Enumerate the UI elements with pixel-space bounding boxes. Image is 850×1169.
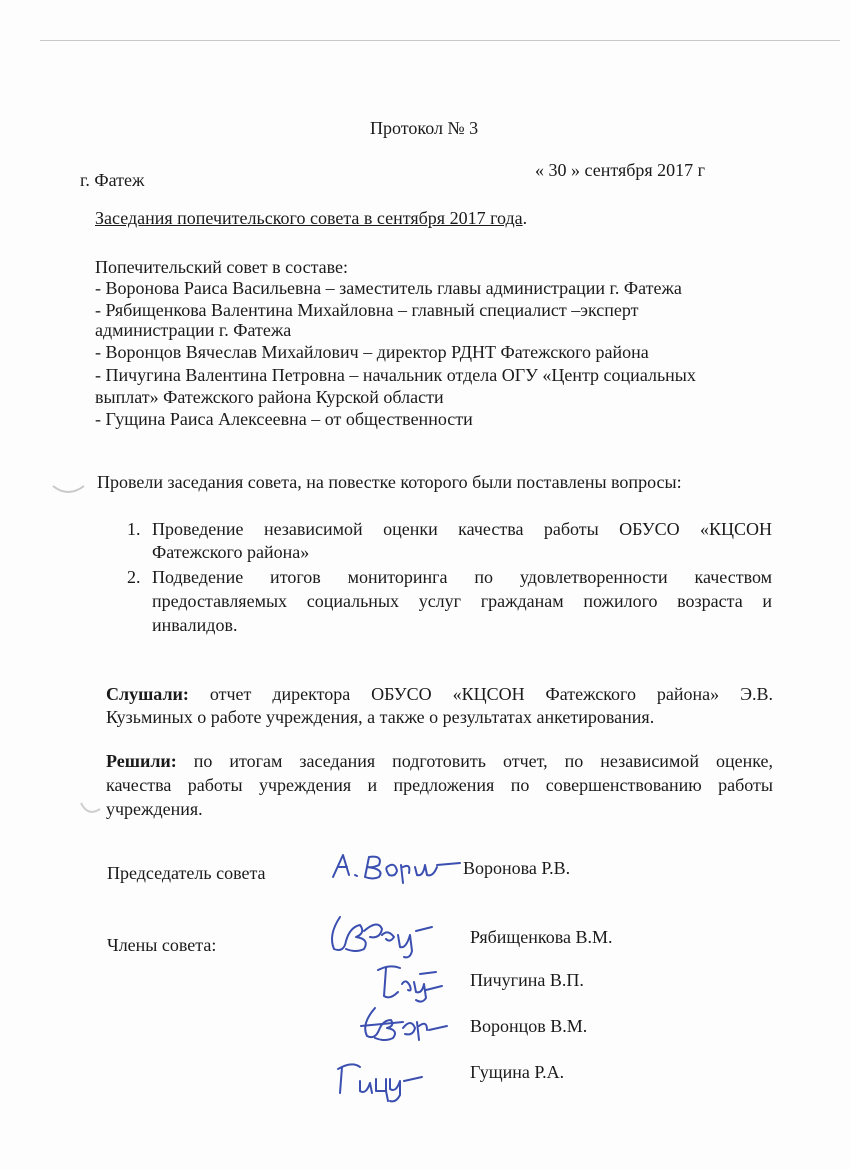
agenda-item-line: Подведение итогов мониторинга по удовлетворенности качеством: [152, 567, 772, 587]
member-line: - Рябищенкова Валентина Михайловна – главный специалист –эксперт: [95, 300, 639, 320]
punch-hole-mark: [50, 470, 90, 500]
chairman-name: Воронова Р.В.: [463, 858, 571, 878]
member-line: выплат» Фатежского района Курской области: [95, 387, 444, 407]
chairman-signature: [325, 845, 465, 890]
decided-text: по итогам заседания подготовить отчет, по независимой оценке,: [176, 751, 773, 771]
decided-label: Решили:: [106, 751, 177, 771]
signer-name: Рябищенкова В.М.: [470, 927, 613, 947]
member-signature: [330, 1055, 430, 1105]
chairman-label: Председатель совета: [107, 863, 266, 883]
agenda-item-line: инвалидов.: [152, 615, 238, 635]
member-signature: [320, 905, 440, 960]
members-label: Члены совета:: [107, 935, 217, 955]
meeting-subject-end: .: [522, 208, 528, 228]
punch-hole-mark: [78, 795, 104, 825]
meeting-subject: [95, 208, 527, 228]
heard-line: [106, 683, 773, 706]
scan-edge-line: [40, 40, 840, 41]
member-line: администрации г. Фатежа: [95, 320, 292, 340]
decided-line: [106, 750, 773, 773]
agenda-number: 1.: [127, 519, 141, 539]
agenda-number: 2.: [127, 567, 141, 587]
city: г. Фатеж: [80, 170, 145, 190]
heard-line: Кузьминых о работе учреждения, а также о результатах анкетирования.: [106, 707, 655, 727]
member-line: - Гущина Раиса Алексеевна – от общественности: [95, 409, 473, 429]
signer-name: Пичугина В.П.: [470, 970, 584, 990]
heard-label: Слушали:: [106, 684, 189, 704]
agenda-item-line: предоставляемых социальных услуг гражданам пожилого возраста и: [152, 591, 772, 611]
member-line: - Пичугина Валентина Петровна – начальник отдела ОГУ «Центр социальных: [95, 365, 696, 385]
signer-name: Воронцов В.М.: [470, 1016, 588, 1036]
heard-text: отчет директора ОБУСО «КЦСОН Фатежского района» Э.В.: [188, 684, 773, 704]
protocol-title: Протокол № 3: [370, 118, 479, 138]
member-signature: [355, 1000, 455, 1045]
member-line: - Воронцов Вячеслав Михайлович – директор РДНТ Фатежского района: [95, 342, 649, 362]
protocol-date: « 30 » сентября 2017 г: [535, 160, 706, 180]
decided-line: учреждения.: [106, 799, 203, 819]
signer-name: Гущина Р.А.: [470, 1062, 565, 1082]
agenda-intro: Провели заседания совета, на повестке которого были поставлены вопросы:: [97, 472, 682, 492]
member-line: - Воронова Раиса Васильевна – заместитель главы администрации г. Фатежа: [95, 278, 682, 298]
council-intro: Попечительский совет в составе:: [95, 257, 349, 277]
agenda-item-line: Фатежского района»: [152, 542, 310, 562]
member-signature: [370, 960, 450, 1005]
decided-line: качества работы учреждения и предложения по совершенствованию работы: [106, 775, 773, 795]
agenda-item-line: Проведение независимой оценки качества работы ОБУСО «КЦСОН: [152, 519, 772, 539]
meeting-subject-text: Заседания попечительского совета в сентября 2017 года: [95, 208, 523, 228]
